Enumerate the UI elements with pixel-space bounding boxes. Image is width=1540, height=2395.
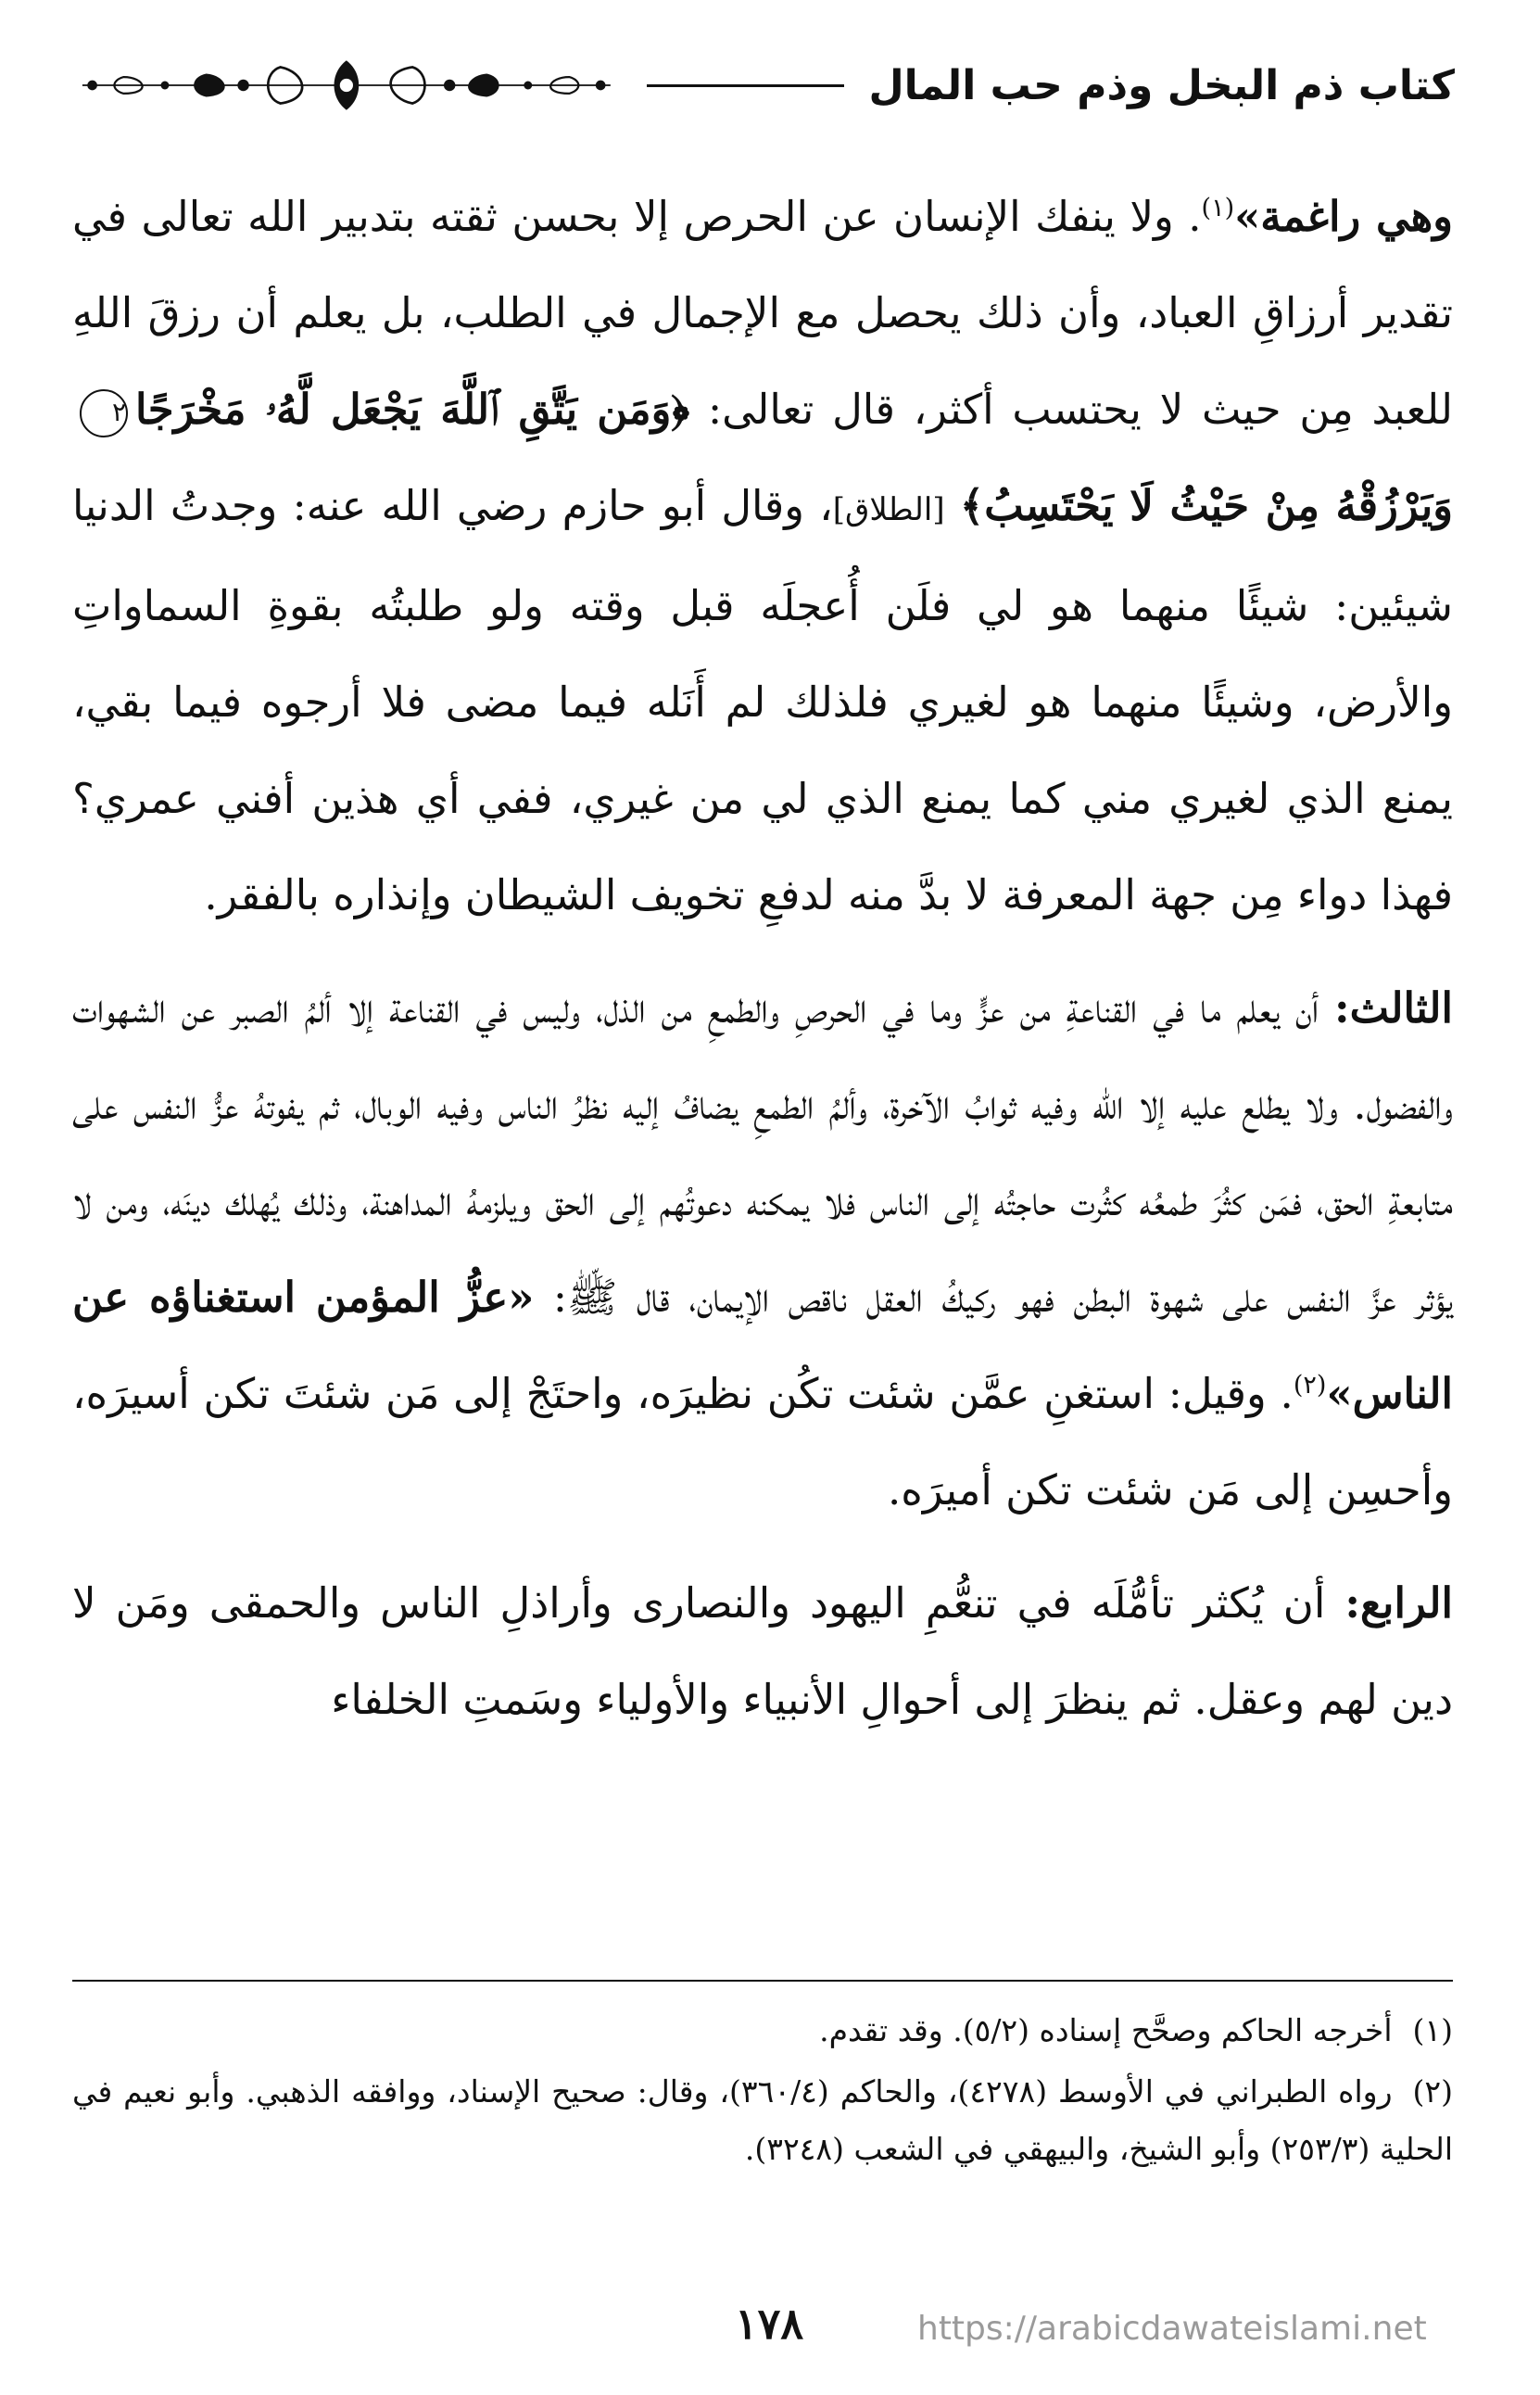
paragraph-text: أن يُكثر تأمُّلَه في تنعُّمِ اليهود والنصارى وأراذلِ الناس والحمقى ومَن لا دين لهم وعقل. ثم ينظرَ إلى أحوالِ الأنبياء والأولياء وسَمتِ الخلفاء (72, 1578, 1453, 1724)
paragraph (72, 169, 1453, 944)
surah-reference: [الطلاق] (832, 491, 945, 528)
quran-verse: ﴿وَمَن يَتَّقِ ٱللَّهَ يَجْعَل لَّهُۥ مَخْرَجًا (135, 385, 690, 434)
header-rule (647, 84, 845, 87)
arabesque-ornament-icon (74, 48, 619, 122)
footnote-ref[interactable]: (١) (1201, 194, 1235, 222)
watermark-url[interactable]: https://arabicdawateislami.net (917, 2310, 1427, 2348)
paragraph-text: ، وقال أبو حازم رضي الله عنه: وجدتُ الدنيا شيئين: شيئًا منهما هو لي فلَن أُعجلَه قبل وقته ولو طلبتُه بقوةِ السماواتِ والأرض، وشيئًا منهما هو لغيري فلذلك لم أَنَله فيما مضى فلا أرجوه فيما بقي، يمنع الذي لغيري مني كما يمنع الذي لي من غيري، ففي أي هذين أفني عمري؟ فهذا دواء مِن جهة المعرفة لا بدَّ منه لدفعِ تخويف الشيطان وإنذاره بالفقر. (72, 481, 1453, 919)
paragraph-text: . وقيل: استغنِ عمَّن شئت تكُن نظيرَه، واحتَجْ إلى مَن شئتَ تكن أسيرَه، وأحسِن إلى مَن شئت تكن أميرَه. (72, 1369, 1453, 1514)
footnote-divider (72, 1980, 1453, 1982)
running-header (74, 48, 1455, 122)
section-lead: الرابع: (1344, 1578, 1453, 1628)
footnotes (72, 2002, 1453, 2182)
footnote-text: أخرجه الحاكم وصحَّح إسناده (٥/٢). وقد تقدم. (819, 2012, 1393, 2048)
chapter-title: كتاب ذم البخل وذم حب المال (868, 61, 1455, 109)
page-number: ١٧٨ (734, 2299, 804, 2349)
paragraph-text: . ولا ينفك الإنسان عن الحرص إلا بحسن ثقته بتدبير الله تعالى في تقدير أرزاقِ العباد، وأن ذلك يحصل مع الإجمال في الطلب، بل يعلم أن رزقَ اللهِ للعبد مِن حيث لا يحتسب أكثر، قال تعالى: (72, 192, 1453, 434)
ayah-number-icon: ٢ (80, 389, 128, 437)
quran-verse: وَيَرْزُقْهُ مِنْ حَيْثُ لَا يَحْتَسِبُ﴾ (959, 481, 1453, 530)
footnote-number: (٢) (1412, 2073, 1453, 2110)
footnote-ref[interactable]: (٢) (1293, 1371, 1327, 1400)
footnote (72, 2002, 1453, 2059)
footnote-text: رواه الطبراني في الأوسط (٤٢٧٨)، والحاكم (٣٦٠/٤)، وقال: صحيح الإسناد، ووافقه الذهبي. وأبو نعيم في الحلية (٢٥٣/٣) وأبو الشيخ، والبيهقي في الشعب (٣٢٤٨). (72, 2073, 1453, 2167)
paragraph (72, 1555, 1453, 1748)
hadith-quote: «عزُّ المؤمن استغناؤه عن الناس» (72, 1273, 1453, 1418)
main-text (72, 169, 1453, 1748)
footnote-number: (١) (1412, 2012, 1453, 2048)
paragraph-text: أن يعلم ما في القناعةِ من عزٍّ وما في الحرصِ والطمعِ من الذل، وليس في القناعة إلا ألمُ الصبر عن الشهوات والفضول. ولا يطلع عليه إلا الله وفيه ثوابُ الآخرة، وألمُ الطمعِ يضافُ إليه نظرُ الناس وفيه الوبال، ثم يفوتهُ عزُّ النفس على متابعةِ الحق، فمَن كثُرَ طمعُه كثُرت حاجتُه إلى الناس فلا يمكنه دعوتُهم إلى الحق ويلزمهُ المداهنة، وذلك يُهلك دينَه، ومن لا يؤثر عزَّ النفس على شهوة البطن فهو ركيكُ العقل ناقص الإيمان، قال ﷺ: (72, 983, 1453, 1322)
footnote (72, 2063, 1453, 2178)
paragraph (72, 960, 1453, 1539)
section-lead: الثالث: (1333, 983, 1453, 1033)
quote-end: وهي راغمة» (1234, 192, 1453, 241)
